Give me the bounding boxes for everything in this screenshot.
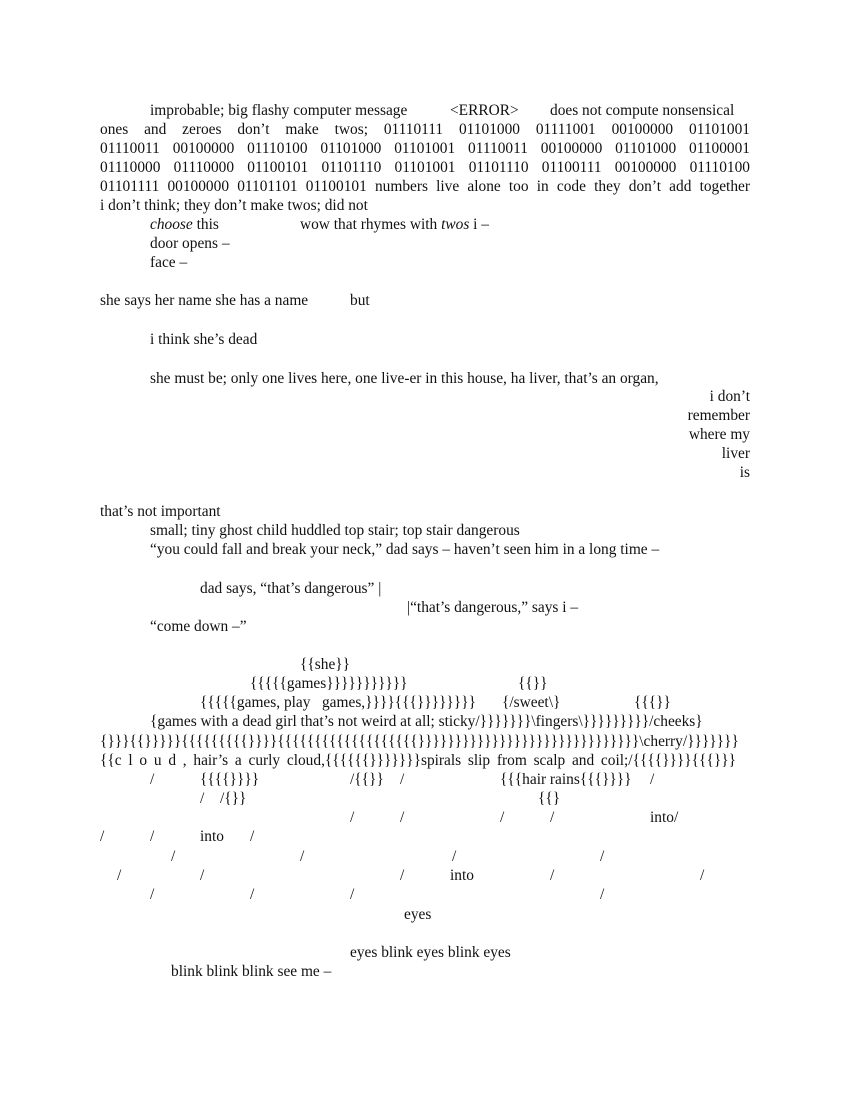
poem-line: that’s not important xyxy=(100,503,221,520)
slash: / xyxy=(650,771,655,788)
slash: / xyxy=(150,828,155,845)
slash: / xyxy=(150,886,155,903)
slash: / xyxy=(700,867,705,884)
poem-line: remember xyxy=(687,407,750,424)
brace-fragment: {{{{{games}}}}}}}}}}} xyxy=(250,675,408,692)
poem-line: but xyxy=(350,292,370,309)
poem-line: small; tiny ghost child huddled top stair; top stair dangerous xyxy=(150,522,520,539)
slash: / xyxy=(400,771,405,788)
emphasis: choose xyxy=(150,216,193,233)
poem-line: improbable; big flashy computer message xyxy=(150,102,408,119)
slash: / xyxy=(250,828,255,845)
binary-line: ones and zeroes don’t make twos; 01110111 01101000 01111001 00100000 01101001 xyxy=(100,121,750,138)
brace-fragment: {{{}} xyxy=(634,694,671,711)
brace-fragment: /{{}} xyxy=(350,771,384,788)
poem-line: blink blink blink see me – xyxy=(171,963,332,980)
slash: / xyxy=(500,809,505,826)
slash: / xyxy=(550,809,555,826)
slash: / xyxy=(350,809,355,826)
slash: / xyxy=(350,886,355,903)
brace-fragment: {{she}} xyxy=(300,656,351,673)
poem-line: she must be; only one lives here, one live-er in this house, ha liver, that’s an organ, xyxy=(150,370,659,387)
brace-fragment: /{}} xyxy=(220,790,247,807)
slash: / xyxy=(117,867,122,884)
brace-line: {}}}{{}}}}}{{{{{{{{{}}}}{{{{{{{{{{{{{{{{{{{}}}}}}}}}}}}}}}}}}}}}}}}}}}}}}\cherry/}}}}}}} xyxy=(100,733,739,750)
slash: / xyxy=(600,848,605,865)
poem-line: i think she’s dead xyxy=(150,331,258,348)
text: i – xyxy=(469,216,489,233)
brace-fragment: {{{{{games, play games,}}}}{{{}}}}}}}} xyxy=(200,694,476,711)
poem-word: into xyxy=(200,828,224,845)
poem-line: she says her name she has a name xyxy=(100,292,309,309)
slash: / xyxy=(171,848,176,865)
slash: / xyxy=(250,886,255,903)
brace-line: {games with a dead girl that’s not weird at all; sticky/}}}}}}}\fingers\}}}}}}}}}/cheeks} xyxy=(150,713,703,730)
slash: / xyxy=(600,886,605,903)
poem-line xyxy=(300,215,489,234)
poem-line: “you could fall and break your neck,” dad says – haven’t seen him in a long time – xyxy=(150,541,660,558)
slash: / xyxy=(200,790,205,807)
poem-word: into/ xyxy=(650,809,679,826)
poem-line: dad says, “that’s dangerous” | xyxy=(200,580,382,597)
binary-line: 01110011 00100000 01110100 01101000 01101001 01110011 00100000 01101000 01100001 xyxy=(100,140,750,157)
brace-fragment: {{}} xyxy=(518,675,548,692)
poem-line: where my xyxy=(688,426,750,443)
slash: / xyxy=(200,867,205,884)
slash: / xyxy=(452,848,457,865)
poem-line: i don’t xyxy=(709,388,750,405)
brace-fragment: {{} xyxy=(538,790,561,807)
poem-line: i don’t think; they don’t make twos; did not xyxy=(100,197,368,214)
poem-line: eyes blink eyes blink eyes xyxy=(350,944,511,961)
poem-line: does not compute nonsensical xyxy=(550,102,735,119)
emphasis: twos xyxy=(441,216,470,233)
brace-fragment: {{{hair rains{{{}}}} xyxy=(500,771,632,788)
text: this xyxy=(192,216,219,233)
poem-line: |“that’s dangerous,” says i – xyxy=(407,599,579,616)
poem-line: is xyxy=(739,464,750,481)
poem-line: liver xyxy=(721,445,750,462)
poem-line: door opens – xyxy=(150,235,230,252)
poem-line xyxy=(150,215,219,234)
binary-line: 01101111 00100000 01101101 01100101 numbers live alone too in code they don’t add together xyxy=(100,178,750,195)
poem-word: eyes xyxy=(404,906,432,923)
poem-line: face – xyxy=(150,254,188,271)
poem-word: into xyxy=(450,867,474,884)
text: wow that rhymes with xyxy=(300,216,442,233)
brace-fragment: {/sweet\} xyxy=(502,694,561,711)
error-message: <ERROR> xyxy=(450,102,519,119)
slash: / xyxy=(400,809,405,826)
binary-line: 01110000 01110000 01100101 01101110 01101001 01101110 01100111 00100000 01110100 xyxy=(100,159,750,176)
slash: / xyxy=(150,771,155,788)
slash: / xyxy=(550,867,555,884)
slash: / xyxy=(300,848,305,865)
slash: / xyxy=(100,828,105,845)
poem-line: “come down –” xyxy=(150,618,247,635)
brace-fragment: {{{{}}}} xyxy=(200,771,260,788)
brace-line: {{c l o u d , hair’s a curly cloud,{{{{{{}}}}}}}spirals slip from scalp and coil;/{{{{}}}}{{{}}} xyxy=(100,752,736,769)
slash: / xyxy=(400,867,405,884)
